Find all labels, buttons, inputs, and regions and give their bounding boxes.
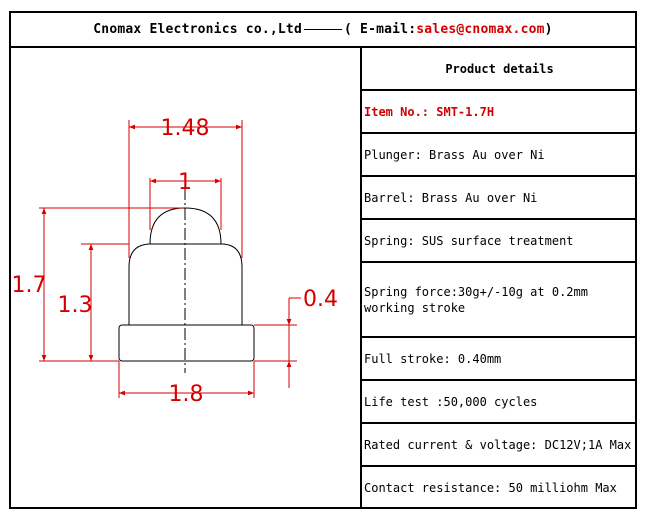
dim-barrel-height: 1.3 <box>57 293 93 318</box>
technical-drawing <box>11 48 360 509</box>
spec-row-spring <box>362 220 637 263</box>
company-name: Cnomax Electronics co.,Ltd <box>93 22 302 37</box>
header-close-paren: ) <box>544 22 553 37</box>
product-details-table <box>360 48 637 509</box>
email-label: ( E-mail: <box>343 22 417 37</box>
details-title-row <box>362 48 637 91</box>
spec-row-full-stroke <box>362 338 637 381</box>
spec-row-barrel <box>362 177 637 220</box>
spec-spring-force: Spring force:30g+/-10g at 0.2mm working stroke <box>364 284 588 315</box>
dim-base-width: 1.8 <box>168 382 204 407</box>
item-number-row <box>362 91 637 134</box>
header-separator <box>304 29 342 30</box>
spec-plunger: Plunger: Brass Au over Ni <box>364 147 545 162</box>
pin-outline <box>119 188 254 373</box>
company-header <box>11 13 635 48</box>
spec-contact-resistance: Contact resistance: 50 milliohm Max <box>364 481 617 495</box>
pogo-pin-drawing <box>11 48 360 509</box>
spec-row-contact-resistance <box>362 467 637 509</box>
dim-tip-width: 1 <box>178 170 192 195</box>
spec-row-rated-current <box>362 424 637 467</box>
details-title: Product details <box>445 61 554 76</box>
spec-sheet <box>9 11 637 509</box>
dim-top-width: 1.48 <box>160 116 210 141</box>
spec-barrel: Barrel: Brass Au over Ni <box>364 190 538 205</box>
dim-total-height: 1.7 <box>11 273 47 298</box>
flange-outline <box>119 325 254 361</box>
item-number: Item No.: SMT-1.7H <box>364 104 495 119</box>
spec-row-plunger <box>362 134 637 177</box>
spec-full-stroke: Full stroke: 0.40mm <box>364 351 502 366</box>
spec-row-life-test <box>362 381 637 424</box>
spec-rated-current: Rated current & voltage: DC12V;1A Max <box>364 437 632 452</box>
spec-row-spring-force <box>362 263 637 338</box>
dimension-lines <box>39 120 301 398</box>
spec-life-test: Life test :50,000 cycles <box>364 394 538 409</box>
spec-spring: Spring: SUS surface treatment <box>364 233 574 248</box>
dim-flange-height: 0.4 <box>303 287 338 312</box>
email-address[interactable]: sales@cnomax.com <box>416 22 545 37</box>
